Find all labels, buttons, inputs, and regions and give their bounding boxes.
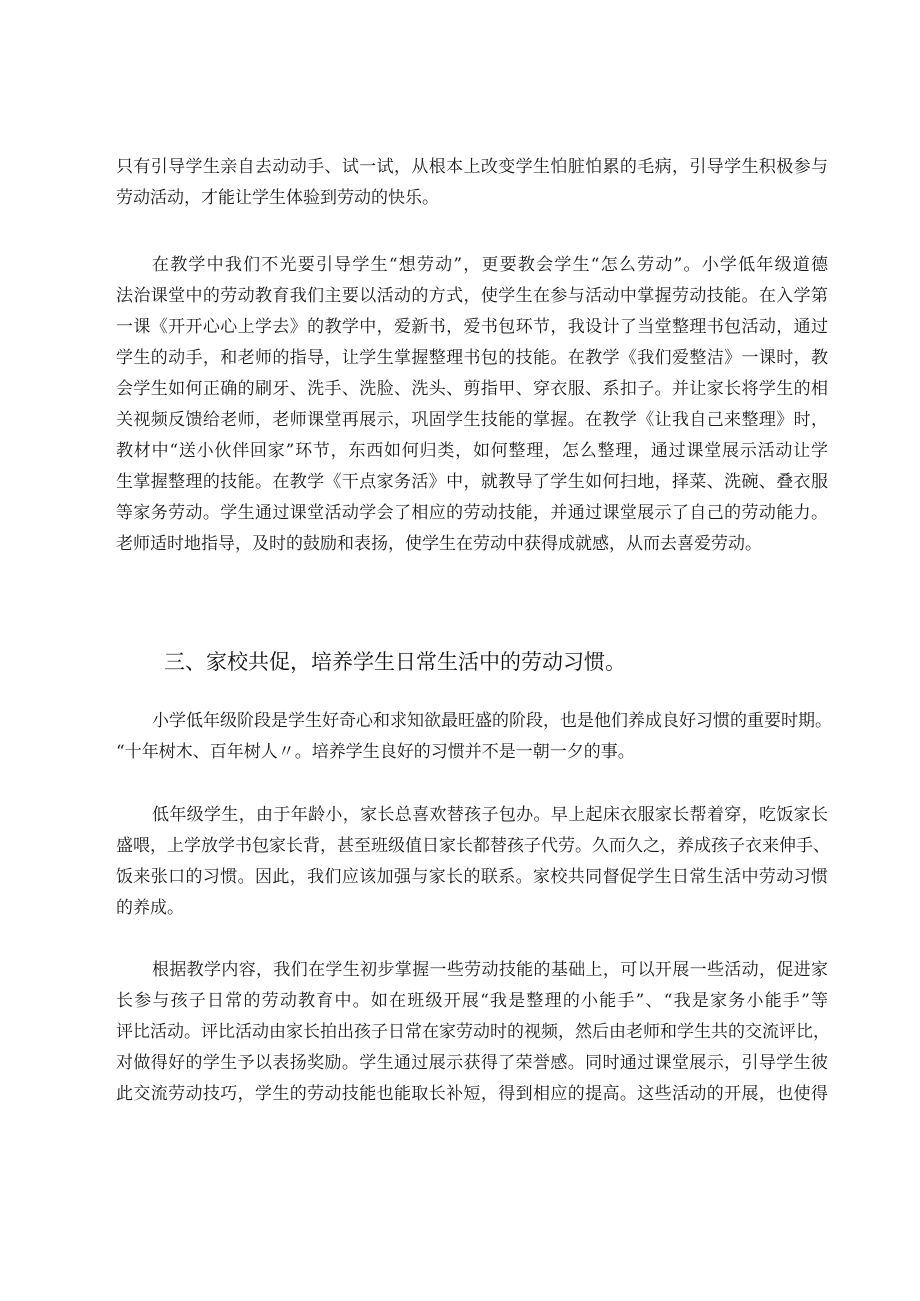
paragraph-2 bbox=[116, 250, 828, 560]
paragraph-5-line-4: 对做得好的学生予以表扬奖励。学生通过展示获得了荣誉感。同时通过课堂展示，引导学生彼 bbox=[116, 1053, 828, 1073]
paragraph-2-line-7: 教材中“送小伙伴回家”环节，东西如何归类，如何整理，怎么整理，通过课堂展示活动让学 bbox=[116, 441, 828, 461]
paragraph-4-line-4: 的养成。 bbox=[116, 898, 184, 918]
paragraph-5-line-1: 根据教学内容，我们在学生初步掌握一些劳动技能的基础上，可以开展一些活动，促进家 bbox=[152, 960, 828, 980]
section-heading: 三、家校共促，培养学生日常生活中的劳动习惯。 bbox=[164, 650, 626, 674]
paragraph-1-line-1: 只有引导学生亲自去动动手、试一试，从根本上改变学生怕脏怕累的毛病，引导学生积极参与 bbox=[116, 157, 828, 177]
paragraph-1 bbox=[116, 152, 828, 214]
paragraph-4-line-3: 饭来张口的习惯。因此，我们应该加强与家长的联系。家校共同督促学生日常生活中劳动习惯 bbox=[116, 867, 828, 887]
paragraph-4-line-1: 低年级学生，由于年龄小，家长总喜欢替孩子包办。早上起床衣服家长帮着穿，吃饭家长 bbox=[152, 805, 828, 825]
paragraph-2-line-1: 在教学中我们不光要引导学生“想劳动”，更要教会学生“怎么劳动”。小学低年级道德 bbox=[152, 255, 828, 275]
paragraph-5-line-3: 评比活动。评比活动由家长拍出孩子日常在家劳动时的视频，然后由老师和学生共的交流评比， bbox=[116, 1022, 830, 1042]
paragraph-4-line-2: 盛喂，上学放学书包家长背，甚至班级值日家长都替孩子代劳。久而久之，养成孩子衣来伸手、 bbox=[116, 836, 830, 856]
paragraph-1-line-2: 劳动活动，才能让学生体验到劳动的快乐。 bbox=[116, 188, 439, 208]
paragraph-2-line-3: 一课《开开心心上学去》的教学中，爱新书，爱书包环节，我设计了当堂整理书包活动，通过 bbox=[116, 317, 828, 337]
paragraph-5-line-5: 此交流劳动技巧，学生的劳动技能也能取长补短，得到相应的提高。这些活动的开展，也使得 bbox=[116, 1084, 828, 1104]
paragraph-2-line-4: 学生的动手，和老师的指导，让学生掌握整理书包的技能。在教学《我们爱整洁》一课时，教 bbox=[116, 348, 828, 368]
paragraph-3-line-2: “十年树木、百年树人〃。培养学生良好的习惯并不是一朝一夕的事。 bbox=[116, 742, 635, 762]
paragraph-2-line-6: 关视频反馈给老师，老师课堂再展示，巩固学生技能的掌握。在教学《让我自己来整理》时， bbox=[116, 410, 828, 430]
paragraph-2-line-10: 老师适时地指导，及时的鼓励和表扬，使学生在劳动中获得成就感，从而去喜爱劳动。 bbox=[116, 534, 762, 554]
paragraph-4 bbox=[116, 800, 828, 924]
paragraph-3 bbox=[116, 706, 832, 768]
paragraph-2-line-5: 会学生如何正确的刷牙、洗手、洗脸、洗头、剪指甲、穿衣服、系扣子。并让家长将学生的相 bbox=[116, 379, 828, 399]
paragraph-5 bbox=[116, 955, 828, 1110]
paragraph-2-line-8: 生掌握整理的技能。在教学《干点家务活》中，就教导了学生如何扫地，择菜、洗碗、叠衣服 bbox=[116, 472, 828, 492]
paragraph-3-line-1: 小学低年级阶段是学生好奇心和求知欲最旺盛的阶段，也是他们养成良好习惯的重要时期。 bbox=[152, 711, 832, 731]
paragraph-5-line-2: 长参与孩子日常的劳动教育中。如在班级开展“我是整理的小能手”、“我是家务小能手”等 bbox=[116, 991, 828, 1011]
paragraph-2-line-2: 法治课堂中的劳动教育我们主要以活动的方式，使学生在参与活动中掌握劳动技能。在入学第 bbox=[116, 286, 828, 306]
paragraph-2-line-9: 等家务劳动。学生通过课堂活动学会了相应的劳动技能，并通过课堂展示了自己的劳动能力。 bbox=[116, 503, 828, 523]
